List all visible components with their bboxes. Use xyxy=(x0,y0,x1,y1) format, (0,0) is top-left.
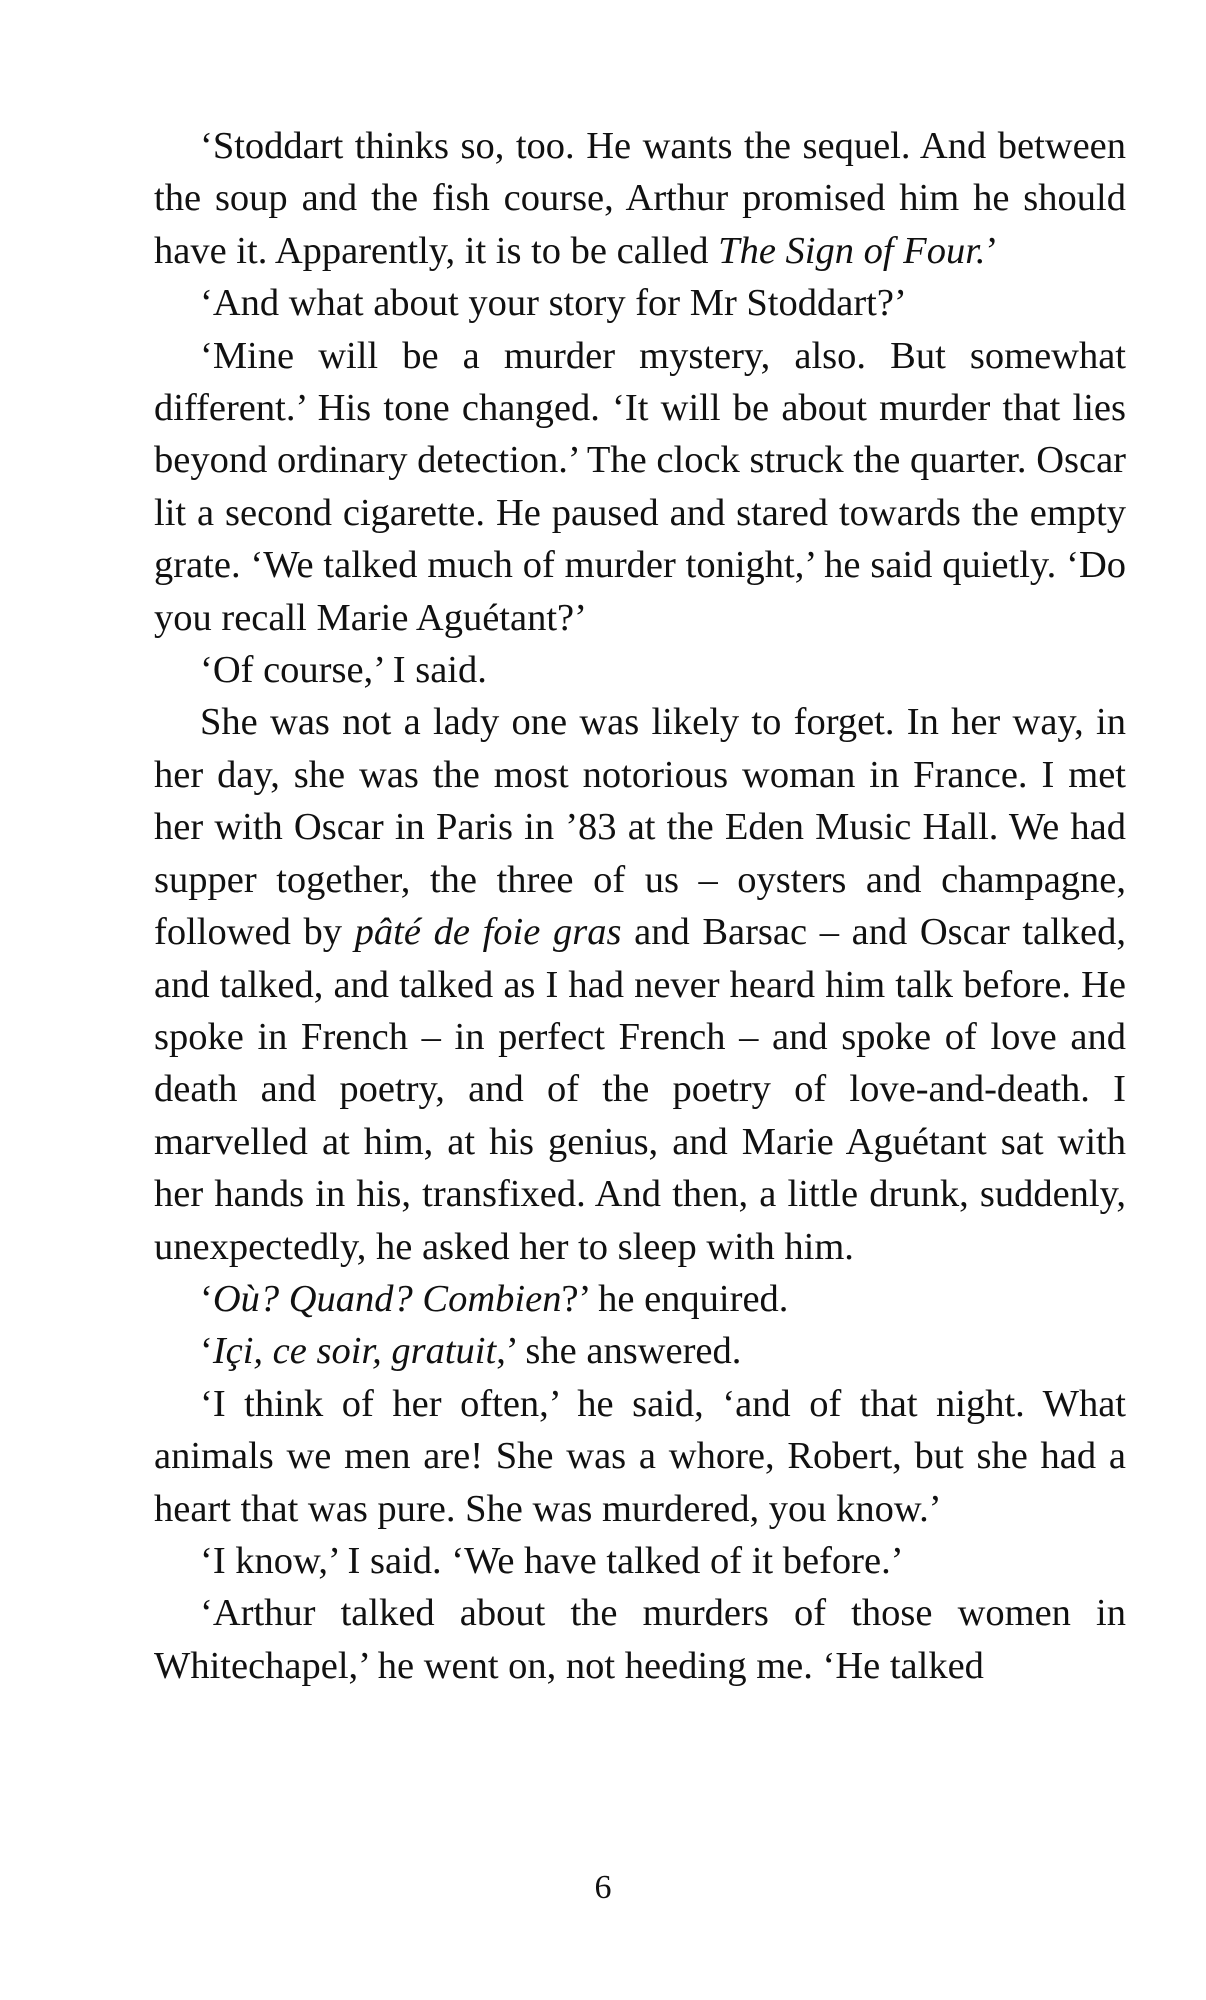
text-segment: ‘ xyxy=(200,1277,213,1320)
paragraph-stoddart-sequel xyxy=(154,120,1126,277)
text-segment: ‘And what about your story for Mr Stoddart?’ xyxy=(200,282,907,325)
italic-phrase: pâté de foie gras xyxy=(354,911,622,954)
text-segment: ‘Stoddart thinks so, too. He wants the sequel. And between the soup and the fish course, Arthur promised him he should have it. Apparently, it is to be called xyxy=(154,125,1126,272)
text-segment: She was not a lady one was likely to forget. In her way, in her day, she was the most notorious woman in France. I met her with Oscar in Paris in ’83 at the Eden Music Hall. We had supper together, the three of us – oysters and champagne, followed by xyxy=(154,701,1126,954)
text-segment: ?’ he enquired. xyxy=(561,1277,789,1320)
text-segment: ‘Of course,’ I said. xyxy=(200,649,487,692)
paragraph-i-know xyxy=(154,1535,1126,1587)
paragraph-of-course xyxy=(154,644,1126,696)
page-number: 6 xyxy=(594,1869,612,1906)
book-title-italic: The Sign of Four. xyxy=(718,229,986,272)
paragraph-story-question xyxy=(154,277,1126,329)
italic-phrase: Où? Quand? Combien xyxy=(212,1277,562,1320)
italic-phrase: Içi, ce soir, gratuit xyxy=(212,1330,497,1373)
text-segment: ’ xyxy=(985,229,999,272)
paragraph-murder-mystery xyxy=(154,330,1126,644)
paragraph-ou-quand xyxy=(154,1273,1126,1325)
text-segment: ‘I know,’ I said. ‘We have talked of it before.’ xyxy=(200,1539,904,1582)
text-segment: and Barsac – and Oscar talked, and talked, and talked as I had never heard him talk before. He spoke in French – in perfect French – and spoke of love and death and poetry, and of the poetry of love-and-death. I marvelled at him, at his genius, and Marie Aguétant sat with her hands in his, transfixed. And then, a little drunk, suddenly, unexpectedly, he asked her to sleep with him. xyxy=(154,911,1127,1268)
book-page-body xyxy=(154,120,1126,1692)
paragraph-ici-ce-soir xyxy=(154,1325,1126,1377)
paragraph-whitechapel xyxy=(154,1587,1126,1692)
text-segment: ‘Mine will be a murder mystery, also. But somewhat different.’ His tone changed. ‘It will be about murder that lies beyond ordinary detection.’ The clock struck the quarter. Oscar lit a second cigarette. He paused and stared towards the empty grate. ‘We talked much of murder tonight,’ he said quietly. ‘Do you recall Marie Aguétant?’ xyxy=(154,334,1126,639)
text-segment: ,’ she answered. xyxy=(496,1330,742,1373)
text-segment: ‘Arthur talked about the murders of those women in Whitechapel,’ he went on, not heeding me. ‘He talked xyxy=(154,1592,1126,1687)
paragraph-marie-memory xyxy=(154,696,1126,1272)
paragraph-think-of-her xyxy=(154,1378,1126,1535)
text-segment: ‘ xyxy=(200,1330,213,1373)
text-segment: ‘I think of her often,’ he said, ‘and of that night. What animals we men are! She was a whore, Robert, but she had a heart that was pure. She was murdered, you know.’ xyxy=(154,1382,1126,1530)
